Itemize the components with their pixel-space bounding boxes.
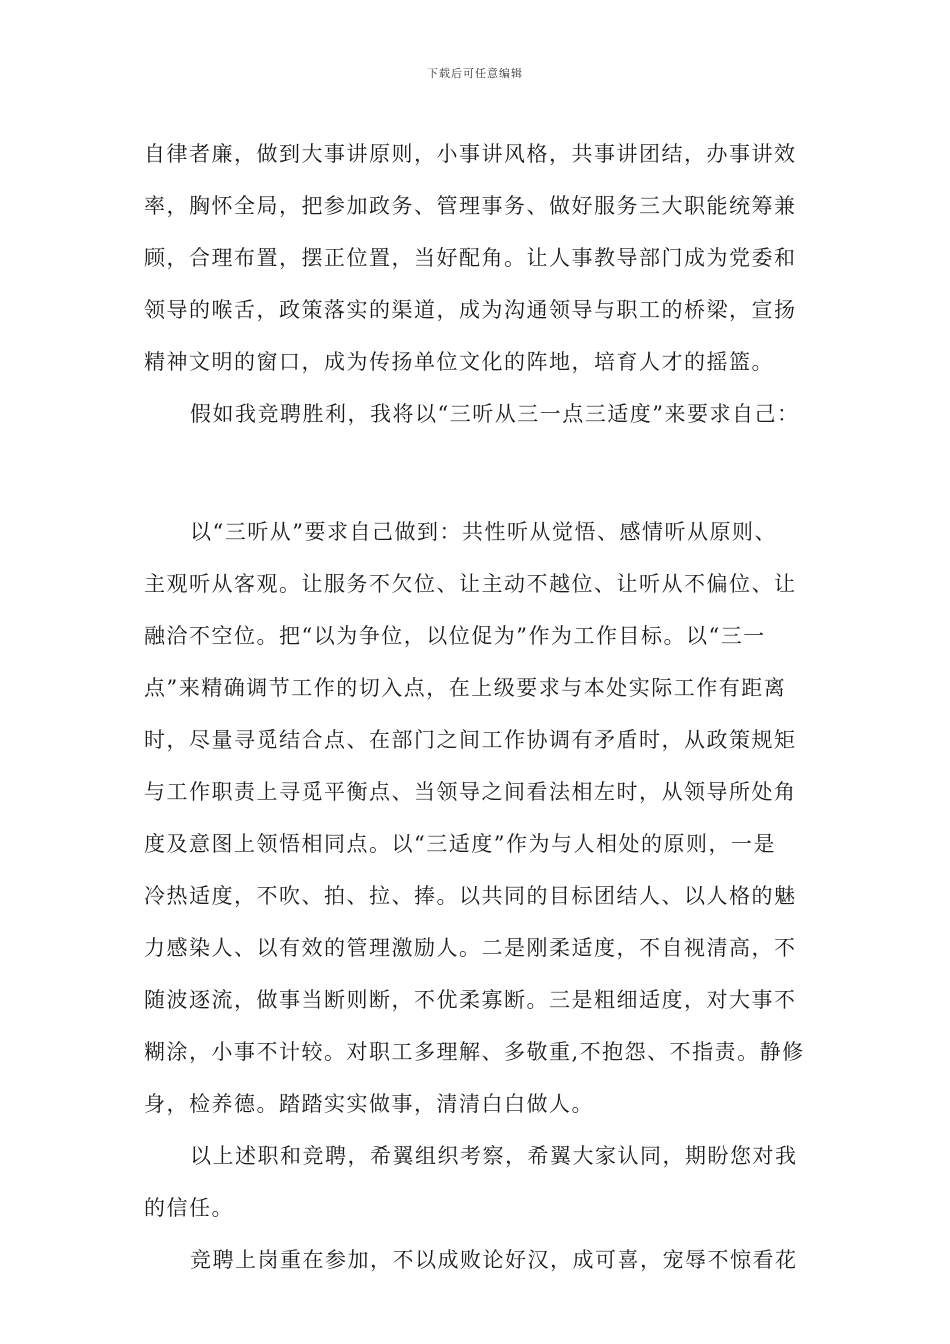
paragraph-1	[144, 128, 806, 388]
paragraph-2	[144, 388, 806, 440]
paragraph-5	[144, 1234, 806, 1286]
text-line: 假如我竞聘胜利，我将以“三听从三一点三适度”来要求自己：	[190, 402, 800, 426]
text-line: 主观听从客观。让服务不欠位、让主动不越位、让听从不偏位、让	[144, 572, 797, 596]
page-header: 下载后可任意编辑	[427, 67, 523, 80]
text-line: 自律者廉，做到大事讲原则，小事讲风格，共事讲团结，办事讲效	[144, 142, 797, 166]
paragraph-4	[144, 1130, 806, 1234]
document-body	[144, 128, 806, 1286]
paragraph-3	[144, 506, 806, 1130]
text-line: 竞聘上岗重在参加，不以成败论好汉，成可喜，宠辱不惊看花	[190, 1248, 798, 1272]
text-line: 糊涂，小事不计较。对职工多理解、多敬重,不抱怨、不指责。静修	[144, 1040, 805, 1064]
text-line: 以上述职和竞聘，希翼组织考察，希翼大家认同，期盼您对我	[190, 1144, 798, 1168]
text-line: 以“三听从”要求自己做到：共性听从觉悟、感情听从原则、	[190, 520, 777, 544]
text-line: 顾，合理布置，摆正位置，当好配角。让人事教导部门成为党委和	[144, 246, 797, 270]
text-line: 精神文明的窗口，成为传扬单位文化的阵地，培育人才的摇篮。	[144, 350, 774, 374]
text-line: 领导的喉舌，政策落实的渠道，成为沟通领导与职工的桥梁，宣扬	[144, 298, 797, 322]
text-line: 冷热适度，不吹、拍、拉、捧。以共同的目标团结人、以人格的魅	[144, 884, 797, 908]
text-line: 力感染人、以有效的管理激励人。二是刚柔适度，不自视清高，不	[144, 936, 797, 960]
paragraph-gap	[144, 440, 806, 506]
text-line: 度及意图上领悟相同点。以“三适度”作为与人相处的原则，一是	[144, 832, 776, 856]
text-line: 的信任。	[144, 1196, 234, 1220]
text-line: 率，胸怀全局，把参加政务、管理事务、做好服务三大职能统筹兼	[144, 194, 797, 218]
text-line: 时，尽量寻觅结合点、在部门之间工作协调有矛盾时，从政策规矩	[144, 728, 797, 752]
text-line: 融洽不空位。把“以为争位，以位促为”作为工作目标。以“三一	[144, 624, 766, 648]
text-line: 与工作职责上寻觅平衡点、当领导之间看法相左时，从领导所处角	[144, 780, 797, 804]
text-line: 身，检养德。踏踏实实做事，清清白白做人。	[144, 1092, 594, 1116]
text-line: 点”来精确调节工作的切入点，在上级要求与本处实际工作有距离	[144, 676, 787, 700]
text-line: 随波逐流，做事当断则断，不优柔寡断。三是粗细适度，对大事不	[144, 988, 797, 1012]
